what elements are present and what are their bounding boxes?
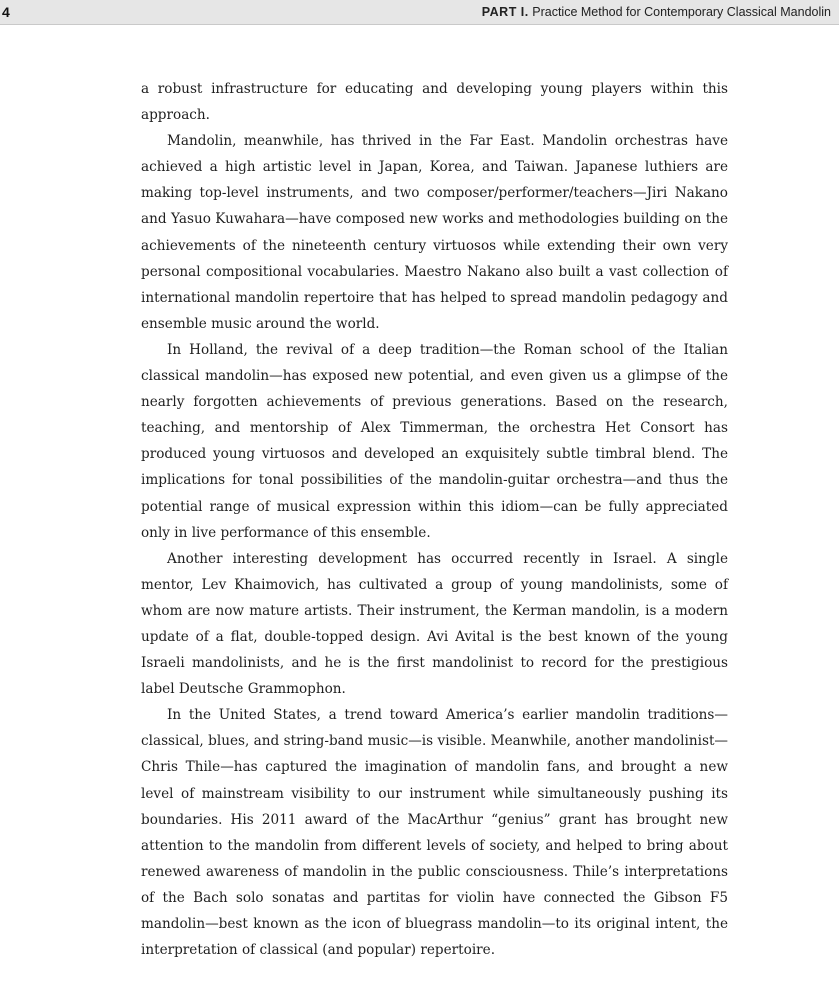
running-head: [482, 5, 831, 19]
page-number: 4: [2, 4, 10, 20]
body-text: [141, 76, 728, 963]
part-title: Practice Method for Contemporary Classical Mandolin: [532, 5, 831, 19]
paragraph-holland: In Holland, the revival of a deep tradition—the Roman school of the Italian classical mandolin—has exposed new potential, and even given us a glimpse of the nearly forgotten achievements of previous generations. Based on the research, teaching, and mentorship of Alex Timmerman, the orchestra Het Consort has produced young virtuosos and developed an exquisitely subtle timbral blend. The implications for tonal possibilities of the mandolin-guitar orchestra—and thus the potential range of musical expression within this idiom—can be fully appreciated only in live performance of this ensemble.: [141, 341, 728, 541]
paragraph-united-states: In the United States, a trend toward America’s earlier mandolin traditions—classical, blues, and string-band music—is visible. Meanwhile, another mandolinist—Chris Thile—has captured the imagination of mandolin fans, and brought a new level of mainstream visibility to our instrument while simultaneously pushing its boundaries. His 2011 award of the MacArthur “genius” grant has brought new attention to the mandolin from different levels of society, and helped to bring about renewed awareness of mandolin in the public consciousness. Thile’s interpretations of the Bach solo sonatas and partitas for violin have connected the Gibson F5 mandolin—best known as the icon of bluegrass mandolin—to its original intent, the interpretation of classical (and popular) repertoire.: [141, 707, 728, 959]
paragraph-israel: Another interesting development has occurred recently in Israel. A single mentor, Lev Khaimovich, has cultivated a group of young mandolinists, some of whom are now mature artists. Their instrument, the Kerman mandolin, is a modern update of a flat, double-topped design. Avi Avital is the best known of the young Israeli mandolinists, and he is the first mandolinist to record for the prestigious label Deutsche Grammophon.: [141, 550, 728, 698]
part-label: PART I.: [481, 5, 529, 19]
paragraph-continued: a robust infrastructure for educating and developing young players within this approach.: [141, 81, 728, 124]
paragraph-far-east: Mandolin, meanwhile, has thrived in the Far East. Mandolin orchestras have achieved a high artistic level in Japan, Korea, and Taiwan. Japanese luthiers are making top-level instruments, and two composer/performer/teachers—Jiri Nakano and Yasuo Kuwahara—have composed new works and methodologies building on the achievements of the nineteenth century virtuosos while extending their own very personal compositional vocabularies. Maestro Nakano also built a vast collection of international mandolin repertoire that has helped to spread mandolin pedagogy and ensemble music around the world.: [141, 133, 728, 332]
running-header: [0, 0, 839, 25]
